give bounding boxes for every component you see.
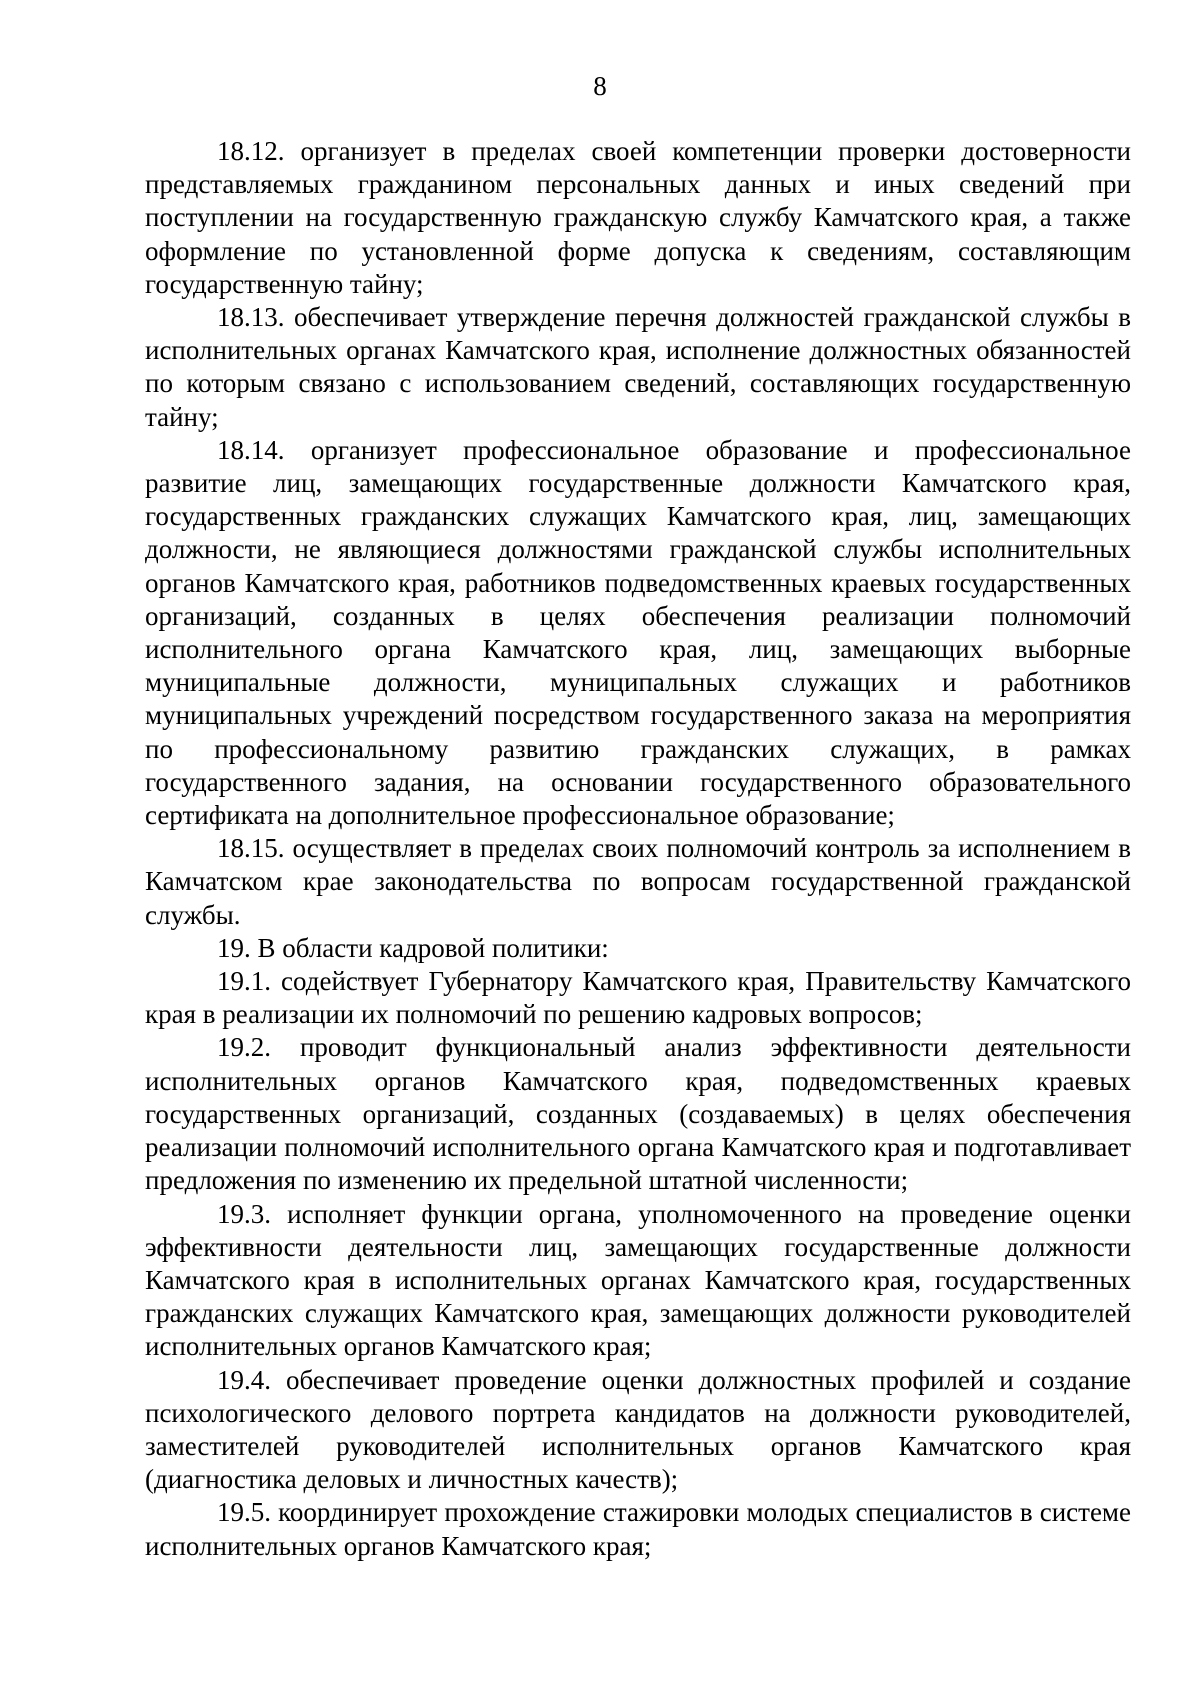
document-body: [145, 135, 1131, 1563]
paragraph-18-14: 18.14. организует профессиональное образование и профессиональное развитие лиц, замещающих государственные должности Камчатского края, государственных гражданских служащих Камчатского края, лиц, замещающих должности, не являющиеся должностями гражданской службы исполнительных органов Камчатского края, работников подведомственных краевых государственных организаций, созданных в целях обеспечения реализации полномочий исполнительного органа Камчатского края, лиц, замещающих выборные муниципальные должности, муниципальных служащих и работников муниципальных учреждений посредством государственного заказа на мероприятия по профессиональному развитию гражданских служащих, в рамках государственного задания, на основании государственного образовательного сертификата на дополнительное профессиональное образование;: [145, 434, 1131, 831]
paragraph-18-12: 18.12. организует в пределах своей компетенции проверки достоверности представляемых гражданином персональных данных и иных сведений при поступлении на государственную гражданскую службу Камчатского края, а также оформление по установленной форме допуска к сведениям, составляющим государственную тайну;: [145, 136, 1131, 299]
paragraph-19-2: 19.2. проводит функциональный анализ эффективности деятельности исполнительных органов Камчатского края, подведомственных краевых государственных организаций, созданных (создаваемых) в целях обеспечения реализации полномочий исполнительного органа Камчатского края и подготавливает предложения по изменению их предельной штатной численности;: [145, 1032, 1131, 1196]
section-19-heading: 19. В области кадровой политики:: [217, 932, 609, 963]
page-number: 8: [593, 71, 607, 101]
paragraph-18-13: 18.13. обеспечивает утверждение перечня должностей гражданской службы в исполнительных органах Камчатского края, исполнение должностных обязанностей по которым связано с использованием сведений, составляющих государственную тайну;: [145, 302, 1131, 432]
paragraph-19-3: 19.3. исполняет функции органа, уполномоченного на проведение оценки эффективности деятельности лиц, замещающих государственные должности Камчатского края в исполнительных органах Камчатского края, государственных гражданских служащих Камчатского края, замещающих должности руководителей исполнительных органов Камчатского края;: [145, 1198, 1131, 1362]
paragraph-19-4: 19.4. обеспечивает проведение оценки должностных профилей и создание психологического делового портрета кандидатов на должности руководителей, заместителей руководителей исполнительных органов Камчатского края (диагностика деловых и личностных качеств);: [145, 1364, 1131, 1495]
paragraph-19-1: 19.1. содействует Губернатору Камчатского края, Правительству Камчатского края в реализации их полномочий по решению кадровых вопросов;: [145, 966, 1131, 1030]
paragraph-19-5: 19.5. координирует прохождение стажировки молодых специалистов в системе исполнительных органов Камчатского края;: [145, 1497, 1131, 1561]
paragraph-18-15: 18.15. осуществляет в пределах своих полномочий контроль за исполнением в Камчатском крае законодательства по вопросам государственной гражданской службы.: [145, 833, 1131, 930]
